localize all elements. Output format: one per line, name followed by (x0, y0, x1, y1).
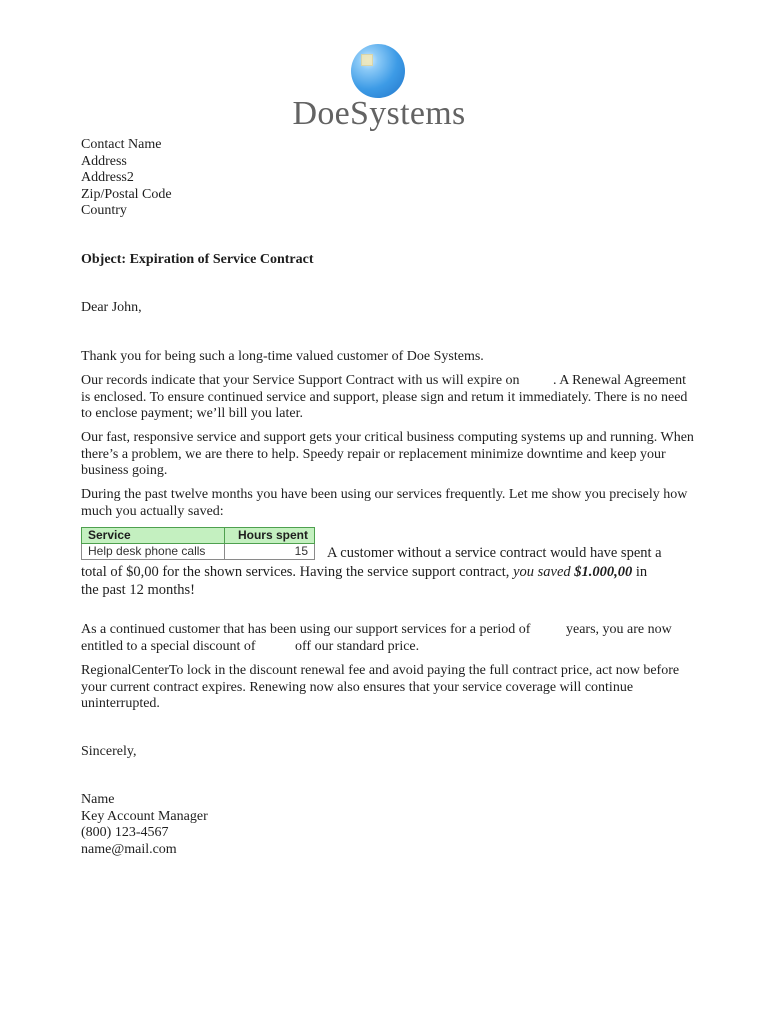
continued-line-2b: off our standard price. (295, 638, 420, 654)
savings-line-2-end: in (635, 563, 648, 580)
company-name: DoeSystems (292, 95, 466, 132)
paragraph-thanks: Thank you for being such a long-time valued customer of Doe Systems. (81, 349, 484, 364)
savings-line-2-text: total of $0,00 for the shown services. Having the service support contract, (81, 563, 510, 580)
table-header-row (82, 528, 315, 544)
service-hours-table (81, 527, 315, 560)
continued-line-1b: years, you are now (566, 622, 672, 637)
address-line-2: Address2 (81, 170, 134, 185)
signature-title: Key Account Manager (81, 808, 208, 824)
savings-line-1: A customer without a service contract would have spent a (327, 545, 662, 561)
records-line-1a: Our records indicate that your Service Support Contract with us will expire on (81, 373, 520, 388)
savings-line-2 (81, 563, 647, 582)
records-line-1b: . A Renewal Agreement (553, 373, 686, 388)
continued-line-2a: entitled to a special discount of (81, 638, 256, 654)
company-logo (0, 38, 768, 133)
service-line-1: Our fast, responsive service and support gets your critical business computing systems up and running. When (81, 430, 694, 445)
contact-name: Contact Name (81, 137, 162, 152)
zip-code: Zip/Postal Code (81, 186, 172, 202)
you-saved-label: you saved (513, 563, 571, 580)
letter-subject: Object: Expiration of Service Contract (81, 252, 314, 267)
past-line-1: During the past twelve months you have been using our services frequently. Let me show you precisely how (81, 487, 688, 502)
closing: Sincerely, (81, 744, 137, 759)
savings-line-3: the past 12 months! (81, 582, 195, 598)
service-line-3: business going. (81, 463, 168, 478)
past-line-2: much you actually saved: (81, 503, 224, 519)
service-line-2: there’s a problem, we are there to help. Speedy repair or replacement minimize downtime and keep your (81, 446, 666, 462)
greeting: Dear John, (81, 300, 142, 315)
regional-line-3: uninterrupted. (81, 696, 160, 711)
signature-phone: (800) 123-4567 (81, 825, 169, 840)
signature-name: Name (81, 792, 115, 807)
country: Country (81, 203, 127, 218)
column-header-service: Service (82, 528, 225, 544)
cell-service: Help desk phone calls (82, 544, 225, 560)
address-line-1: Address (81, 153, 127, 169)
records-line-2: is enclosed. To ensure continued service and support, please sign and retum it immediately. There is no need (81, 389, 688, 405)
regional-line-1: RegionalCenterTo lock in the discount renewal fee and avoid paying the full contract price, act now before (81, 663, 680, 678)
cell-hours: 15 (225, 544, 315, 560)
regional-line-2: your current contract expires. Renewing now also ensures that your service coverage will continue (81, 679, 634, 695)
signature-email: name@mail.com (81, 841, 177, 857)
globe-highlight (361, 54, 373, 66)
globe-icon (351, 44, 405, 98)
column-header-hours: Hours spent (225, 528, 315, 544)
table-row (82, 544, 315, 560)
continued-line-1a: As a continued customer that has been using our support services for a period of (81, 622, 531, 637)
records-line-3: to enclose payment; we’ll bill you later. (81, 406, 303, 421)
saved-amount: $1.000,00 (574, 563, 633, 580)
